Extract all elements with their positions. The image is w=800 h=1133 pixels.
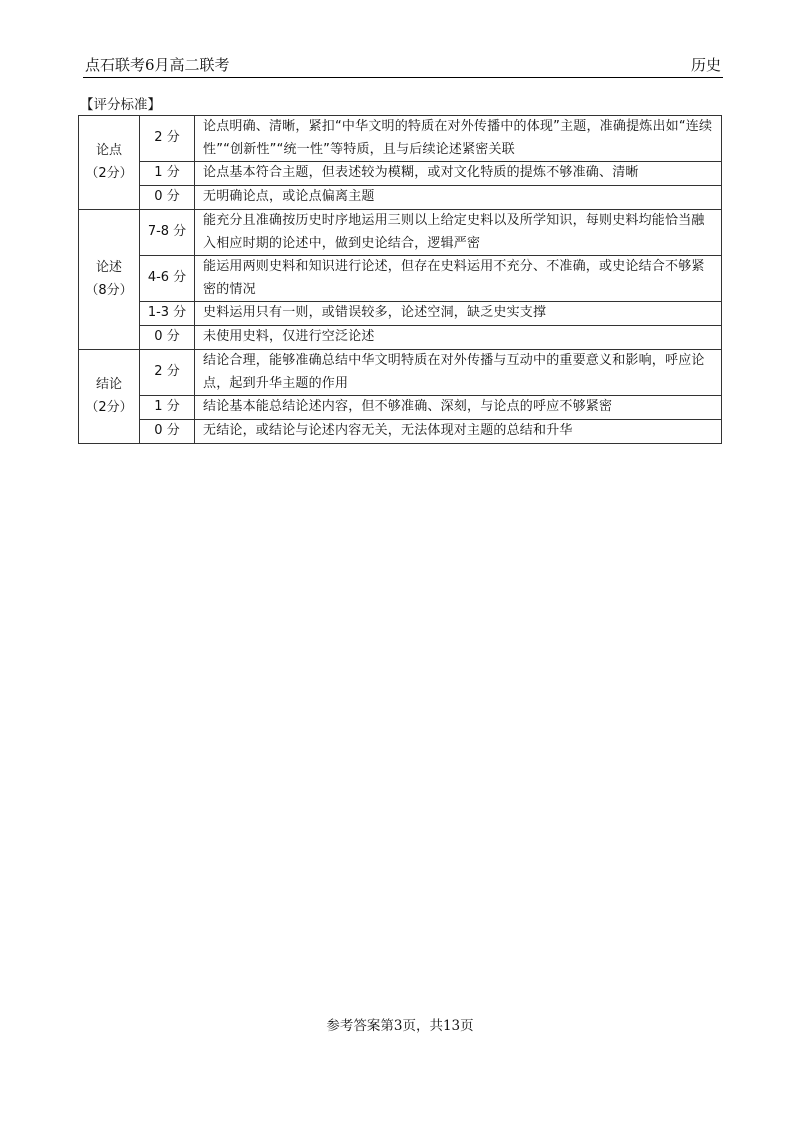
table-row [79,350,722,396]
category-label: 论述 [95,260,122,275]
score-cell: 4-6 分 [140,256,195,302]
page-footer: 参考答案第3页，共13页 [326,1018,474,1034]
section-title: 【评分标准】 [80,97,161,113]
category-points: （2分） [85,399,133,415]
score-cell: 7-8 分 [140,210,195,256]
scoring-rubric-table [78,115,722,444]
category-points: （8分） [85,282,133,298]
criteria-cell: 无明确论点，或论点偏离主题 [195,186,722,210]
exam-title: 点石联考6月高二联考 [85,56,230,74]
criteria-cell: 论点明确、清晰，紧扣“中华文明的特质在对外传播中的体现”主题，准确提炼出如“连续性”“创新性”“统一性”等特质，且与后续论述紧密关联 [195,116,722,162]
criteria-cell: 史料运用只有一则，或错误较多，论述空洞，缺乏史实支撑 [195,302,722,326]
score-cell: 1-3 分 [140,302,195,326]
score-cell: 1 分 [140,396,195,420]
rubric-category-argument [79,210,140,350]
table-row [79,396,722,420]
criteria-cell: 无结论，或结论与论述内容无关，无法体现对主题的总结和升华 [195,420,722,444]
criteria-cell: 结论合理，能够准确总结中华文明特质在对外传播与互动中的重要意义和影响，呼应论点，起到升华主题的作用 [195,350,722,396]
table-row [79,116,722,162]
criteria-cell: 未使用史料，仅进行空泛论述 [195,326,722,350]
table-row [79,326,722,350]
header-divider [83,77,723,78]
criteria-cell: 能运用两则史料和知识进行论述，但存在史料运用不充分、不准确，或史论结合不够紧密的情况 [195,256,722,302]
score-cell: 2 分 [140,350,195,396]
subject-label: 历史 [690,56,721,74]
category-points: （2分） [85,165,133,181]
score-cell: 0 分 [140,420,195,444]
table-row [79,162,722,186]
rubric-category-thesis [79,116,140,210]
table-row [79,420,722,444]
table-row [79,186,722,210]
table-row [79,256,722,302]
score-cell: 2 分 [140,116,195,162]
criteria-cell: 能充分且准确按历史时序地运用三则以上给定史料以及所学知识，每则史料均能恰当融入相应时期的论述中，做到史论结合，逻辑严密 [195,210,722,256]
category-label: 结论 [95,377,122,392]
criteria-cell: 结论基本能总结论述内容，但不够准确、深刻，与论点的呼应不够紧密 [195,396,722,420]
score-cell: 0 分 [140,186,195,210]
criteria-cell: 论点基本符合主题，但表述较为模糊，或对文化特质的提炼不够准确、清晰 [195,162,722,186]
table-row [79,302,722,326]
score-cell: 0 分 [140,326,195,350]
page-header [83,54,723,76]
rubric-category-conclusion [79,350,140,444]
score-cell: 1 分 [140,162,195,186]
category-label: 论点 [95,143,122,158]
table-row [79,210,722,256]
